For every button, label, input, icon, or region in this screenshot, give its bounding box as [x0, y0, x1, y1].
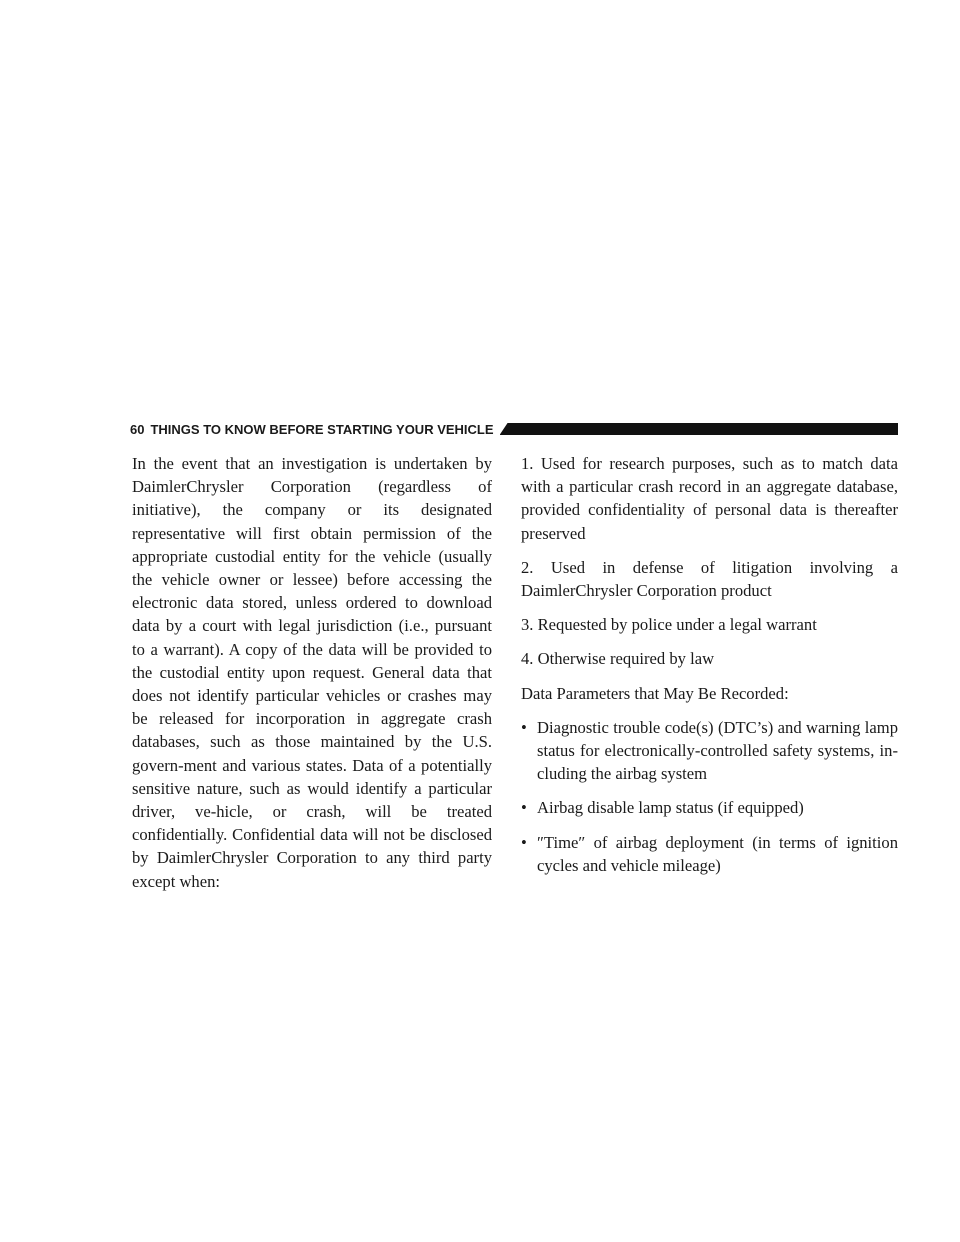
numbered-item-2: 2. Used in defense of litigation involving a DaimlerChrysler Corporation product — [521, 557, 898, 601]
bullet-icon: • — [521, 832, 527, 852]
left-column — [132, 452, 492, 893]
page-number: 60 — [130, 421, 145, 437]
bullet-item — [521, 796, 898, 819]
bullet-icon: • — [521, 717, 527, 737]
bullet-text: Diagnostic trouble code(s) (DTC’s) and warning lamp status for electronically-controlled safety systems, in-cluding the airbag system — [537, 717, 898, 784]
bullet-text: ″Time″ of airbag deployment (in terms of ignition cycles and vehicle mileage) — [537, 832, 898, 875]
numbered-item-3: 3. Requested by police under a legal warrant — [521, 615, 817, 635]
bullet-item — [521, 831, 898, 877]
numbered-item-4: 4. Otherwise required by law — [521, 649, 715, 669]
section-title: THINGS TO KNOW BEFORE STARTING YOUR VEHICLE — [150, 421, 494, 437]
bullet-icon: • — [521, 798, 527, 818]
header-bar — [500, 423, 898, 435]
bullet-item — [521, 716, 898, 786]
params-heading: Data Parameters that May Be Recorded: — [521, 683, 789, 703]
right-column — [521, 452, 898, 888]
numbered-item-1: 1. Used for research purposes, such as to match data with a particular crash record in an aggregate database, provided confidentiality of personal data is thereafter preserved — [521, 454, 898, 543]
bullet-text: Airbag disable lamp status (if equipped) — [537, 798, 804, 818]
page-header — [130, 417, 898, 441]
body-paragraph: In the event that an investigation is undertaken by DaimlerChrysler Corporation (regardless of initiative), the company or its designated representative will first obtain permission of the appropriate custodial entity for the vehicle (usually the vehicle owner or lessee) before accessing the electronic data stored, unless ordered to download data by a court with legal jurisdiction (i.e., pursuant to a warrant). A copy of the data will be provided to the custodial entity upon request. General data that does not identify particular vehicles or crashes may be released for incorporation in aggregate crash databases, such as those maintained by the U.S. govern-ment and various states. Data of a potentially sensitive nature, such as would identify a particular driver, ve-hicle, or crash, will be treated confidentially. Confidential data will not be disclosed by DaimlerChrysler Corporation to any third party except when: — [132, 454, 492, 891]
